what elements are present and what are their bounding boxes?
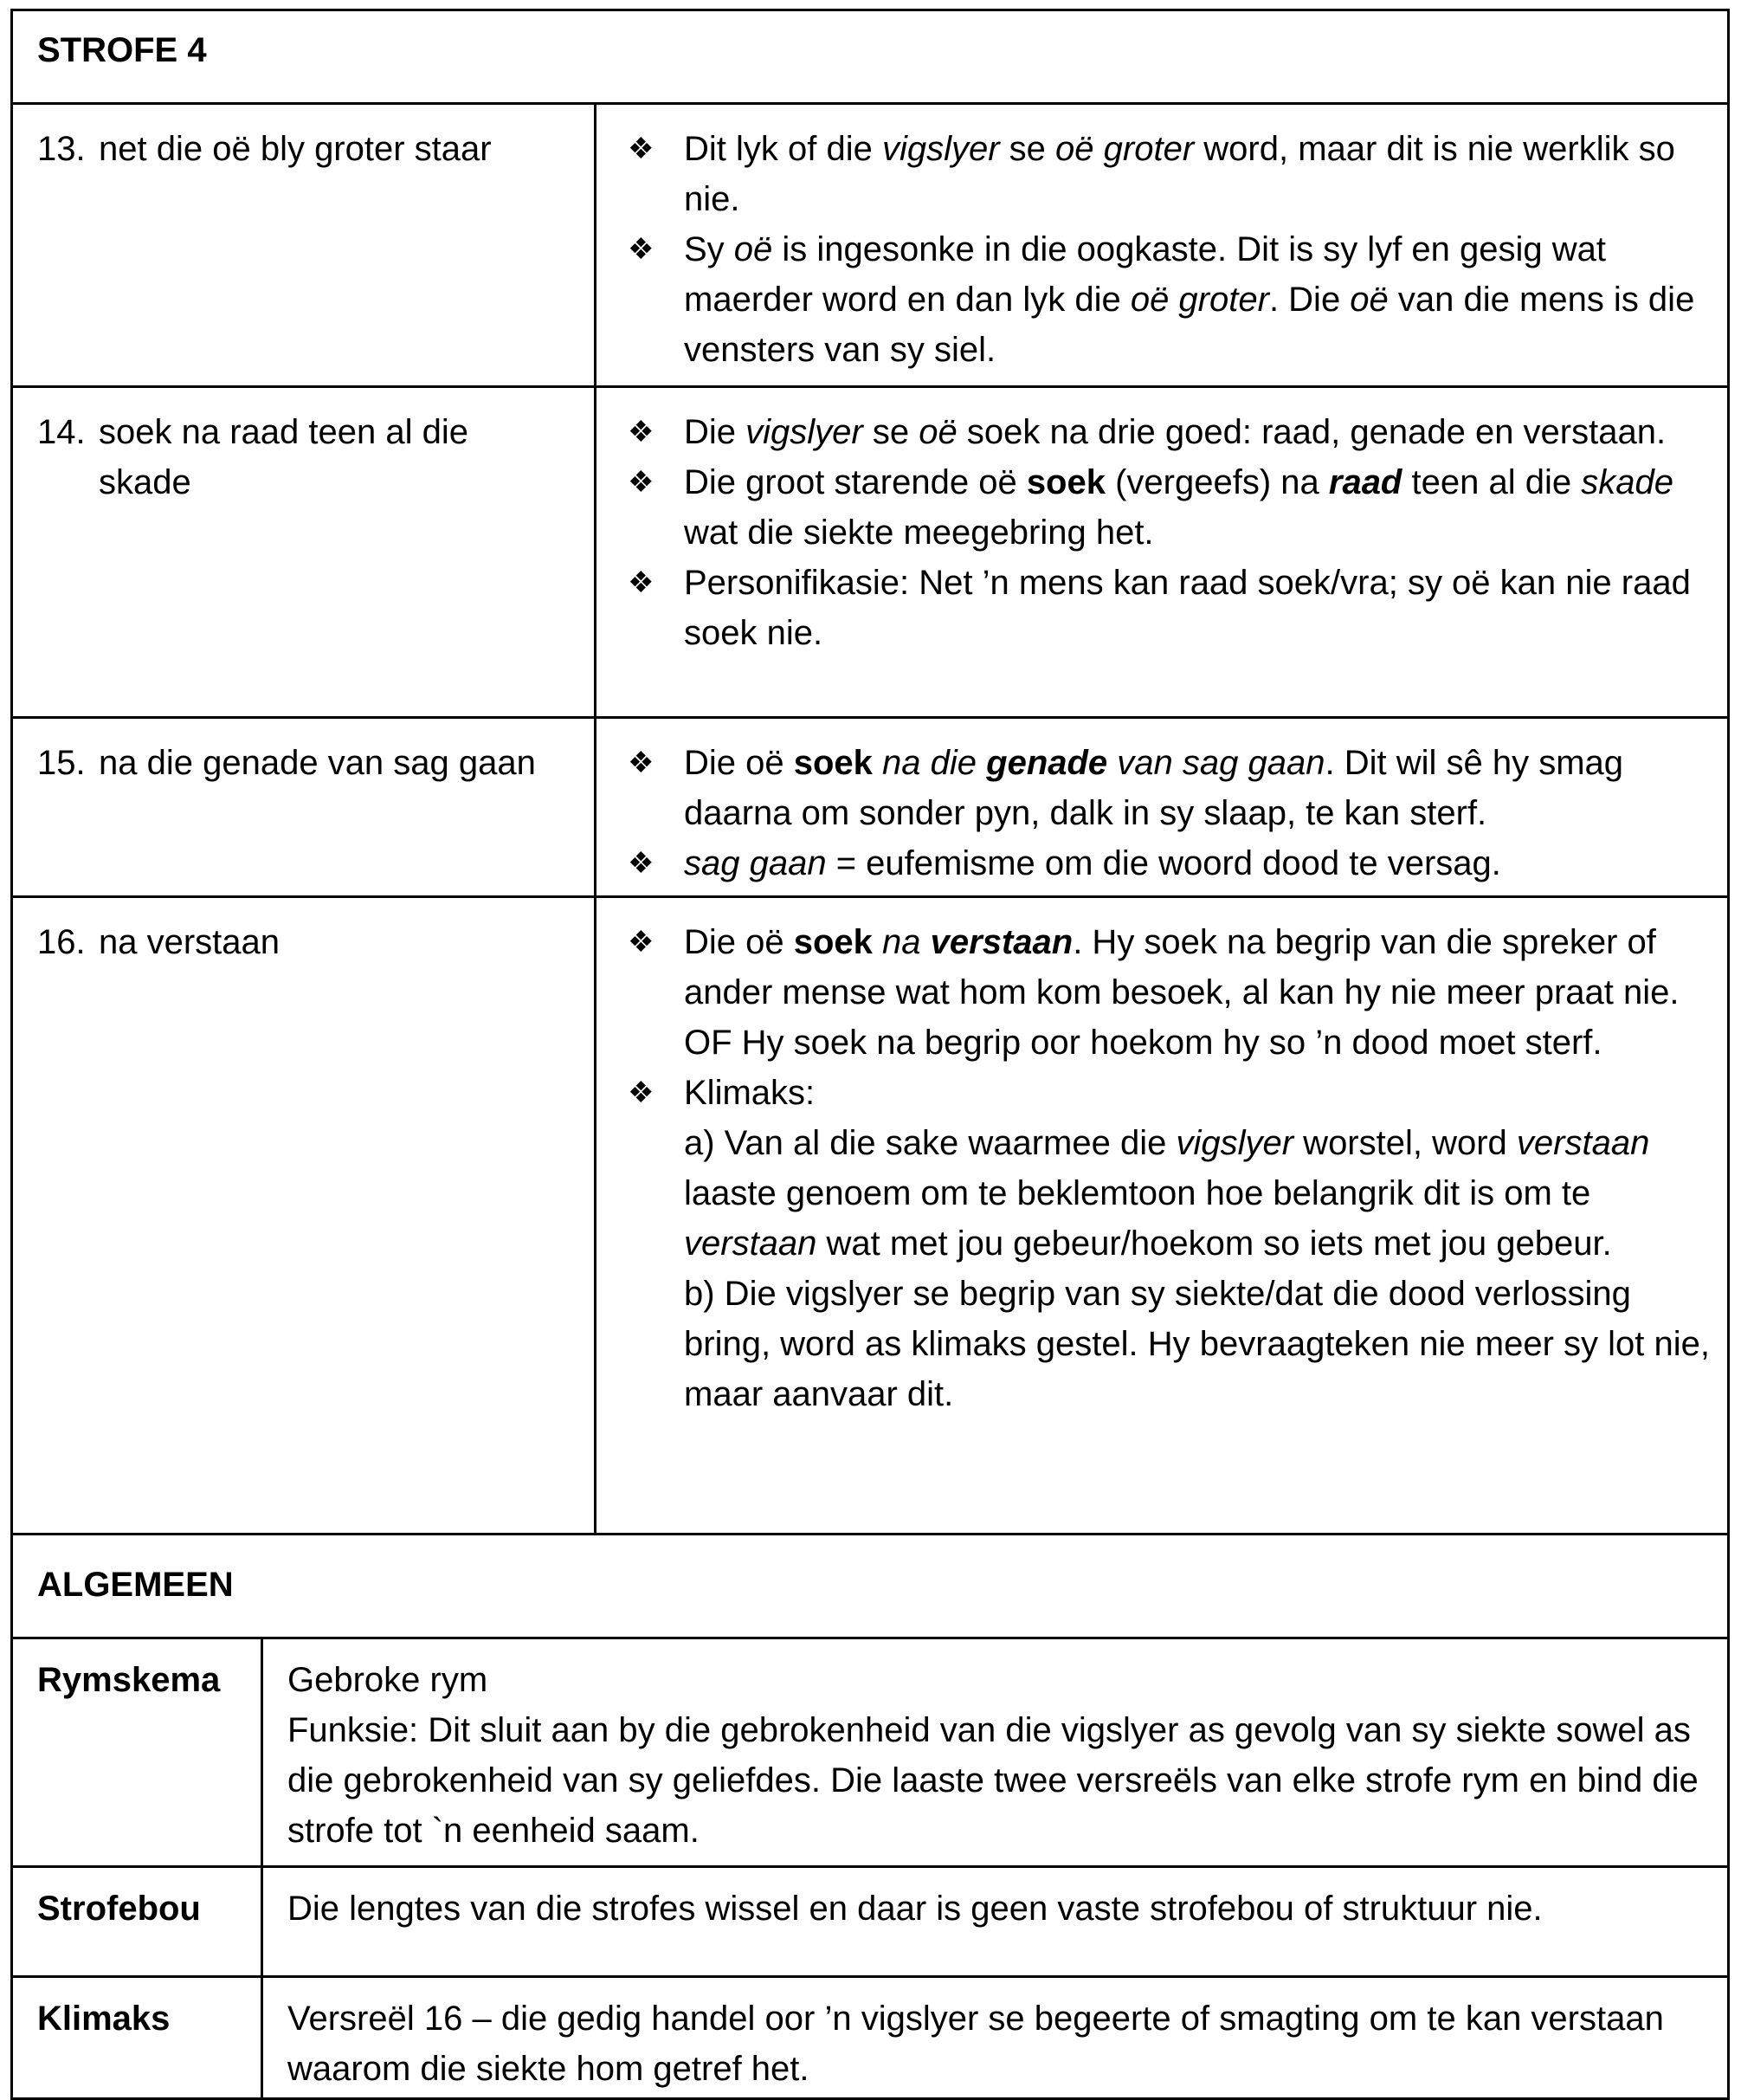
- verse-line: soek na raad teen al die skade: [99, 413, 468, 501]
- verse-line: na die genade van sag gaan: [99, 744, 536, 782]
- table-row: [13, 1978, 1727, 2097]
- strofe-title: STROFE 4: [37, 31, 207, 69]
- verse-line: net die oë bly groter staar: [99, 130, 492, 168]
- notes-table: [10, 9, 1730, 2100]
- four-diamond-bullet-icon: ❖: [628, 416, 654, 449]
- verse-number: 15.: [37, 744, 86, 782]
- verse-line: na verstaan: [99, 923, 280, 961]
- strofebou-text: Die lengtes van die strofes wissel en daar is geen vaste strofebou of struktuur nie.: [287, 1890, 1543, 1928]
- klimaks-label: Klimaks: [13, 1978, 263, 2097]
- strofebou-label: Strofebou: [13, 1868, 263, 1975]
- table-row: [13, 719, 1727, 898]
- list-item: ❖ Die oë soek na die genade van sag gaan. Dit wil sê hy smag daarna om sonder pyn, dalk in sy slaap, te kan sterf.: [622, 738, 1710, 838]
- list-item: ❖ Die oë soek na verstaan. Hy soek na begrip van die spreker of ander mense wat hom kom besoek, al kan hy nie meer praat nie. OF Hy soek na begrip oor hoekom hy so ’n dood moet sterf.: [622, 917, 1710, 1068]
- strofe-header-row: [13, 11, 1727, 105]
- rymskema-text: Gebroke rym Funksie: Dit sluit aan by die gebrokenheid van die vigslyer as gevolg van sy siekte sowel as die gebrokenheid van sy geliefdes. Die laaste twee versreëls van elke strofe rym en bind die strofe tot `n eenheid saam.: [287, 1661, 1699, 1850]
- table-row: [13, 388, 1727, 719]
- commentary-cell: [596, 388, 1727, 716]
- four-diamond-bullet-icon: ❖: [628, 847, 654, 880]
- verse-line-cell: [13, 105, 596, 385]
- list-item: ❖ Sy oë is ingesonke in die oogkaste. Dit is sy lyf en gesig wat maerder word en dan lyk die oë groter. Die oë van die mens is die vensters van sy siel.: [622, 224, 1710, 375]
- four-diamond-bullet-icon: ❖: [628, 566, 654, 599]
- four-diamond-bullet-icon: ❖: [628, 466, 654, 499]
- table-row: [13, 105, 1727, 388]
- verse-line-cell: [13, 388, 596, 716]
- verse-number: 13.: [37, 130, 86, 168]
- table-row: [13, 1868, 1727, 1978]
- verse-number: 16.: [37, 923, 86, 961]
- table-row: [13, 1639, 1727, 1868]
- four-diamond-bullet-icon: ❖: [628, 1076, 654, 1109]
- commentary-cell: [596, 719, 1727, 895]
- general-title: ALGEMEEN: [37, 1566, 234, 1604]
- list-item: ❖ Dit lyk of die vigslyer se oë groter word, maar dit is nie werklik so nie.: [622, 124, 1710, 224]
- list-item: ❖ Klimaks: a) Van al die sake waarmee die vigslyer worstel, word verstaan laaste genoem om te beklemtoon hoe belangrik dit is om te verstaan wat met jou gebeur/hoekom so iets met jou gebeur. b) Die vigslyer se begrip van sy siekte/dat die dood verlossing bring, word as klimaks gestel. Hy bevraagteken nie meer sy lot nie, maar aanvaar dit.: [622, 1068, 1710, 1419]
- list-item: ❖ Die vigslyer se oë soek na drie goed: raad, genade en verstaan.: [622, 407, 1710, 457]
- four-diamond-bullet-icon: ❖: [628, 926, 654, 959]
- commentary-cell: [596, 898, 1727, 1533]
- four-diamond-bullet-icon: ❖: [628, 746, 654, 779]
- rymskema-label: Rymskema: [13, 1639, 263, 1865]
- list-item: ❖ sag gaan = eufemisme om die woord dood te versag.: [622, 838, 1710, 888]
- four-diamond-bullet-icon: ❖: [628, 233, 654, 266]
- commentary-cell: [596, 105, 1727, 385]
- table-row: [13, 898, 1727, 1535]
- klimaks-text: Versreël 16 – die gedig handel oor ’n vigslyer se begeerte of smagting om te kan verstaan waarom die siekte hom getref het.: [287, 2000, 1664, 2088]
- verse-line-cell: [13, 898, 596, 1533]
- verse-line-cell: [13, 719, 596, 895]
- four-diamond-bullet-icon: ❖: [628, 132, 654, 165]
- list-item: ❖ Personifikasie: Net ’n mens kan raad soek/vra; sy oë kan nie raad soek nie.: [622, 558, 1710, 658]
- list-item: ❖ Die groot starende oë soek (vergeefs) na raad teen al die skade wat die siekte meegebring het.: [622, 457, 1710, 558]
- general-header-row: [13, 1535, 1727, 1639]
- verse-number: 14.: [37, 413, 86, 451]
